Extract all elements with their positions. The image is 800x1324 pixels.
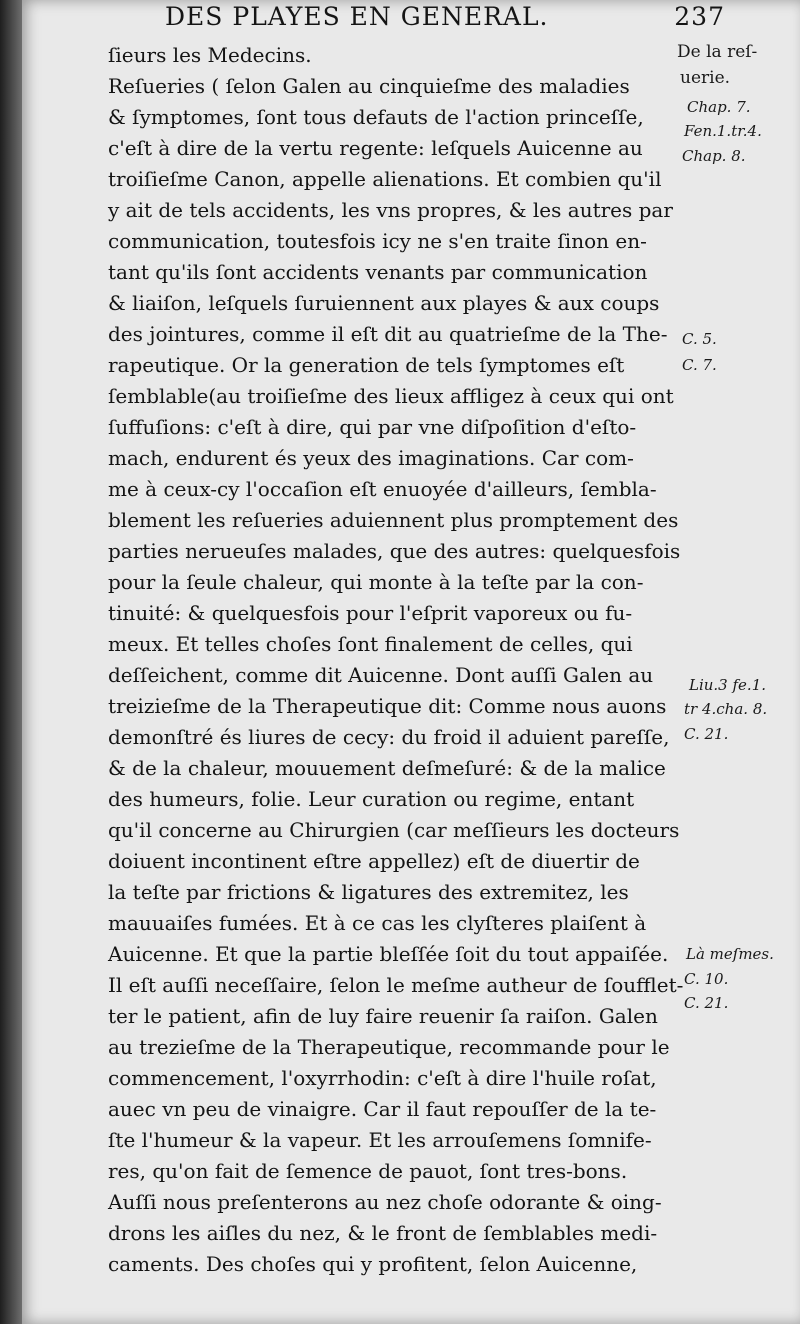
text-line: rapeutique. Or la generation de tels ſymptomes eſt — [108, 353, 625, 377]
margin-note: C. 5. — [682, 330, 717, 348]
text-line: des humeurs, folie. Leur curation ou regime, entant — [108, 787, 635, 811]
text-line: tant qu'ils ſont accidents venants par communication — [108, 260, 648, 284]
text-line: doiuent incontinent eſtre appellez) eſt de diuertir de — [108, 849, 640, 873]
text-line: mauuaiſes fumées. Et à ce cas les clyſteres plaiſent à — [108, 911, 647, 935]
text-line: c'eſt à dire de la vertu regente: leſquels Auicenne au — [108, 136, 643, 160]
text-line: des jointures, comme il eſt dit au quatrieſme de la The- — [108, 322, 668, 346]
margin-note: C. 7. — [682, 356, 717, 374]
text-line: tinuité: & quelquesfois pour l'eſprit vaporeux ou fu- — [108, 601, 633, 625]
text-line: y ait de tels accidents, les vns propres, & les autres par — [108, 198, 673, 222]
text-line: communication, toutesfois icy ne s'en traite ſinon en- — [108, 229, 647, 253]
text-line: ſemblable(au troiſieſme des lieux affligez à ceux qui ont — [108, 384, 674, 408]
page-gutter — [0, 0, 22, 1324]
text-line: blement les reſueries aduiennent plus promptement des — [108, 508, 679, 532]
text-line: Auſſi nous preſenterons au nez choſe odorante & oing- — [108, 1190, 662, 1214]
text-line: drons les aiſles du nez, & le front de ſemblables medi- — [108, 1221, 658, 1245]
page-number: 237 — [674, 2, 725, 31]
text-line: la teſte par frictions & ligatures des extremitez, les — [108, 880, 629, 904]
text-line: & de la chaleur, mouuement deſmeſuré: & de la malice — [108, 756, 666, 780]
text-line: caments. Des choſes qui y profitent, ſelon Auicenne, — [108, 1252, 638, 1276]
text-line: & liaiſon, leſquels ſuruiennent aux playes & aux coups — [108, 291, 660, 315]
text-line: au trezieſme de la Therapeutique, recommande pour le — [108, 1035, 670, 1059]
text-line: meux. Et telles choſes ſont finalement de celles, qui — [108, 632, 633, 656]
text-line: commencement, l'oxyrrhodin: c'eſt à dire l'huile roſat, — [108, 1066, 657, 1090]
text-line: treizieſme de la Therapeutique dit: Comme nous auons — [108, 694, 667, 718]
margin-note: tr 4.cha. 8. — [684, 700, 768, 718]
margin-note: C. 21. — [684, 994, 729, 1012]
margin-note: C. 21. — [684, 725, 729, 743]
text-line: troiſieſme Canon, appelle alienations. Et combien qu'il — [108, 167, 662, 191]
text-line: ſieurs les Medecins. — [108, 43, 312, 67]
text-line: ſte l'humeur & la vapeur. Et les arrouſemens ſomnife- — [108, 1128, 652, 1152]
text-line: mach, endurent és yeux des imaginations. Car com- — [108, 446, 634, 470]
margin-note: C. 10. — [684, 970, 729, 988]
margin-note: Là meſmes. — [686, 945, 774, 963]
text-line: Auicenne. Et que la partie bleſſée ſoit du tout appaiſée. — [108, 942, 669, 966]
text-line: parties nerueuſes malades, que des autres: quelquesfois — [108, 539, 681, 563]
margin-note: Chap. 8. — [682, 147, 746, 165]
margin-note: Chap. 7. — [687, 98, 751, 116]
book-page — [20, 0, 800, 1324]
running-title: DES PLAYES EN GENERAL. — [165, 2, 549, 31]
running-header — [165, 2, 725, 32]
text-line: Il eſt auſſi neceſſaire, ſelon le meſme autheur de ſoufflet- — [108, 973, 684, 997]
margin-note: De la reſ- — [677, 42, 758, 62]
text-line: deſſeichent, comme dit Auicenne. Dont auſſi Galen au — [108, 663, 654, 687]
margin-note: Liu.3 fe.1. — [689, 676, 767, 694]
margin-note: Fen.1.tr.4. — [684, 122, 762, 140]
text-line: qu'il concerne au Chirurgien (car meſſieurs les docteurs — [108, 818, 680, 842]
text-line: Reſueries ( ſelon Galen au cinquieſme des maladies — [108, 74, 630, 98]
text-line: & ſymptomes, ſont tous defauts de l'action princeſſe, — [108, 105, 644, 129]
text-line: ter le patient, afin de luy faire reuenir ſa raiſon. Galen — [108, 1004, 658, 1028]
text-line: res, qu'on fait de ſemence de pauot, ſont tres-bons. — [108, 1159, 628, 1183]
margin-note: uerie. — [680, 68, 731, 88]
text-line: ſuffuſions: c'eſt à dire, qui par vne diſpoſition d'eſto- — [108, 415, 637, 439]
text-line: pour la ſeule chaleur, qui monte à la teſte par la con- — [108, 570, 644, 594]
text-line: me à ceux-cy l'occaſion eſt enuoyée d'ailleurs, ſembla- — [108, 477, 657, 501]
text-line: auec vn peu de vinaigre. Car il faut repouſſer de la te- — [108, 1097, 657, 1121]
text-line: demonſtré és liures de cecy: du froid il aduient pareſſe, — [108, 725, 670, 749]
